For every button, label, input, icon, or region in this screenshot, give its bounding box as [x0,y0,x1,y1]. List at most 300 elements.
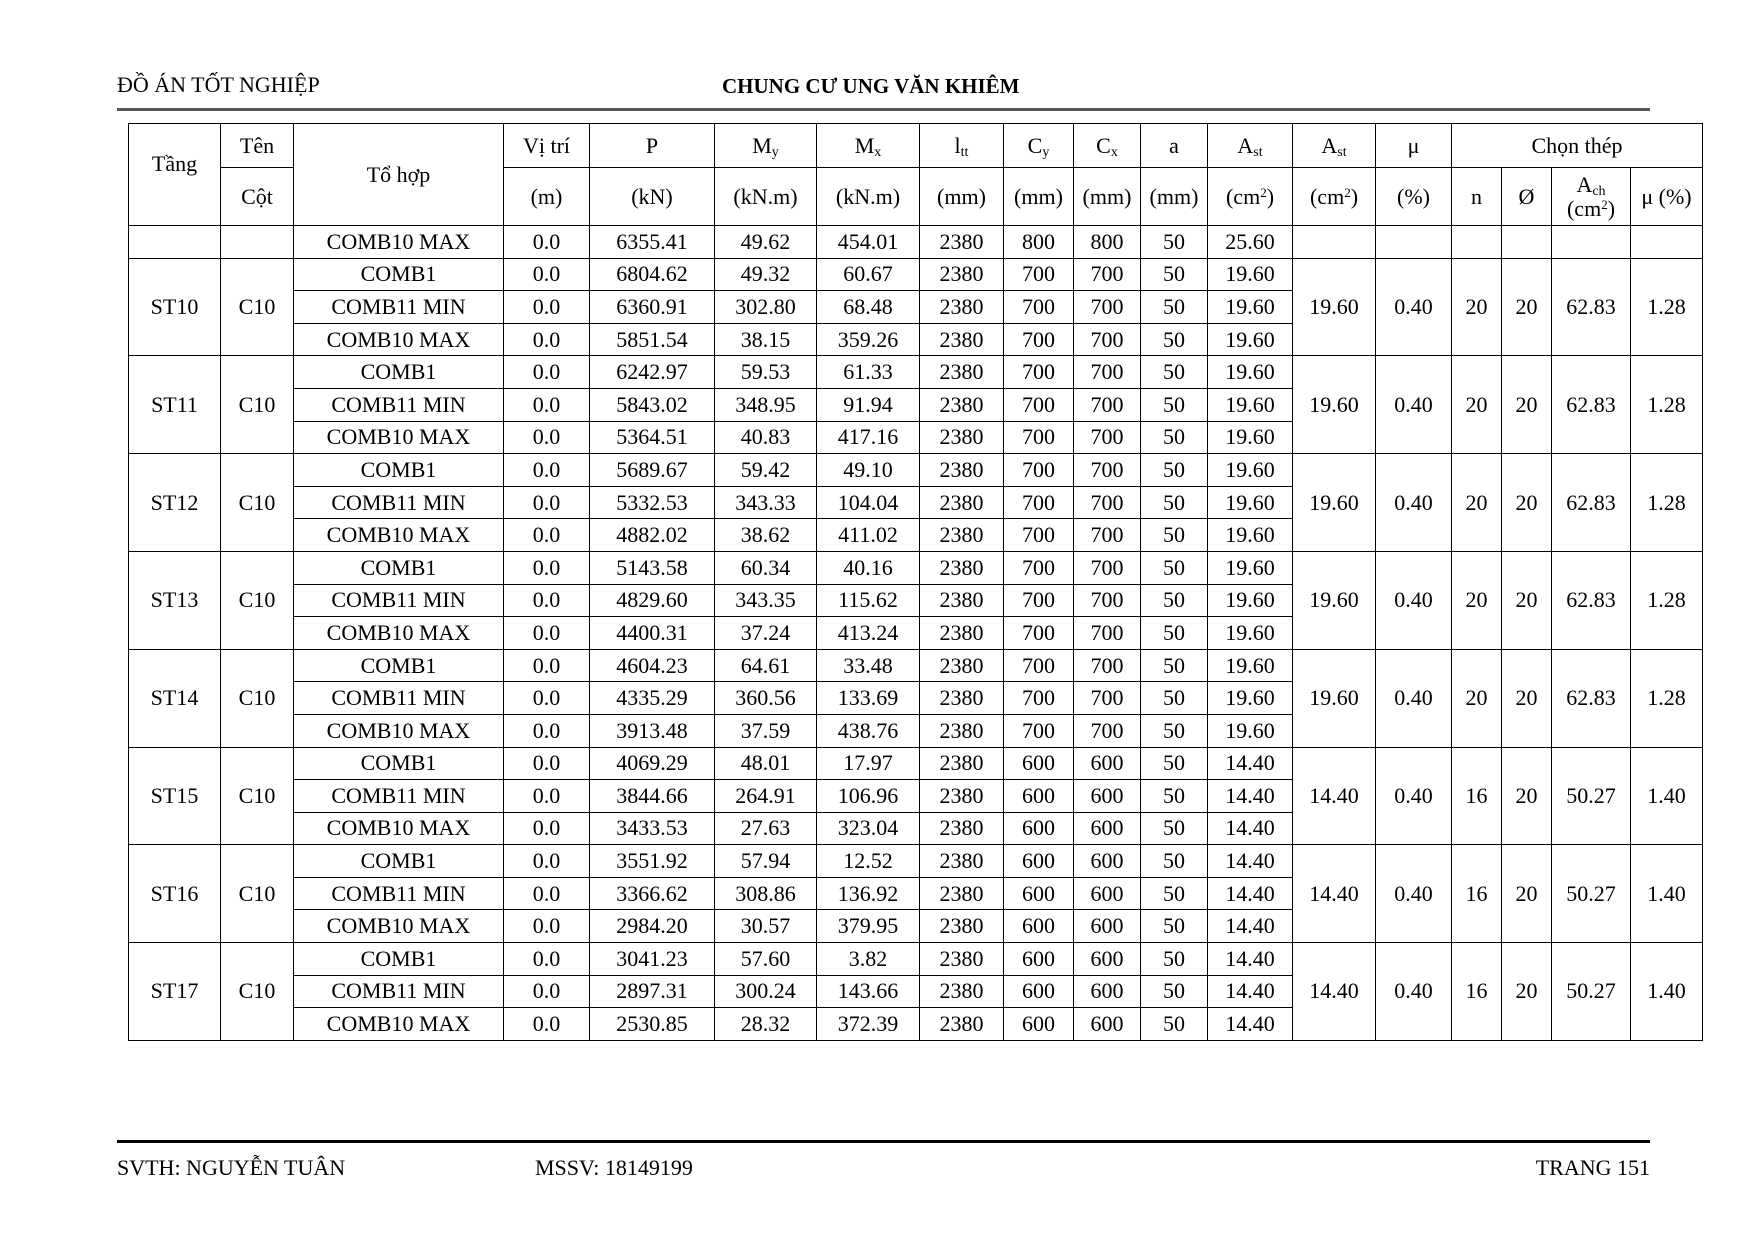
cell-cot: C10 [221,258,294,356]
cell-ltt: 2380 [920,780,1004,813]
cell-ast: 25.60 [1208,226,1293,259]
cell-vitri: 0.0 [504,649,590,682]
cell-a: 50 [1141,388,1208,421]
cell-cx: 700 [1074,519,1141,552]
cell-cy: 700 [1004,356,1074,389]
cell-my: 49.32 [715,258,817,291]
cell-mx: 143.66 [817,975,920,1008]
cell-n: 16 [1452,747,1502,845]
cell-cy: 700 [1004,617,1074,650]
cell-tohop: COMB1 [294,649,504,682]
cell-ach: 50.27 [1552,747,1631,845]
cell-p: 4829.60 [590,584,715,617]
cell-mu: 0.40 [1376,747,1452,845]
cell-p: 6242.97 [590,356,715,389]
cell-tohop: COMB11 MIN [294,388,504,421]
cell-cy: 700 [1004,291,1074,324]
cell-cy: 700 [1004,714,1074,747]
header-rule [117,108,1650,111]
col-header-vitri: Vị trí [504,124,590,168]
col-header-tang: Tầng [129,124,221,226]
cell-my: 360.56 [715,682,817,715]
cell-ltt: 2380 [920,226,1004,259]
col-header-ast-unit: $(cm^2)$ [1208,168,1293,226]
cell-mx: 68.48 [817,291,920,324]
cell-a: 50 [1141,714,1208,747]
col-header-a: a [1141,124,1208,168]
cell-mu-pct: 1.28 [1631,649,1703,747]
cell-a: 50 [1141,584,1208,617]
cell-ltt: 2380 [920,877,1004,910]
cell-mu: 0.40 [1376,454,1452,552]
cell-ast: 19.60 [1208,486,1293,519]
cell-ltt: 2380 [920,910,1004,943]
cell-p: 5364.51 [590,421,715,454]
cell-ast: 14.40 [1208,975,1293,1008]
cell-a: 50 [1141,910,1208,943]
cell-ltt: 2380 [920,975,1004,1008]
cell-tohop: COMB1 [294,551,504,584]
cell-my: 28.32 [715,1008,817,1041]
cell-cy: 700 [1004,388,1074,421]
cell-mu: 0.40 [1376,943,1452,1041]
cell-ast: 14.40 [1208,747,1293,780]
cell-vitri: 0.0 [504,877,590,910]
cell-p: 4400.31 [590,617,715,650]
cell-cx: 700 [1074,714,1141,747]
cell-cx: 600 [1074,1008,1141,1041]
cell-ltt: 2380 [920,617,1004,650]
cell-mu-pct: 1.28 [1631,551,1703,649]
cell-my: 40.83 [715,421,817,454]
cell-cx: 600 [1074,877,1141,910]
cell-mx: 372.39 [817,1008,920,1041]
cell-p: 3844.66 [590,780,715,813]
cell-cx: 700 [1074,356,1141,389]
cell-cy: 700 [1004,454,1074,487]
cell-vitri: 0.0 [504,323,590,356]
cell-mu-pct: 1.40 [1631,845,1703,943]
cell-a: 50 [1141,356,1208,389]
cell-tohop: COMB10 MAX [294,226,504,259]
cell-mu: 0.40 [1376,258,1452,356]
cell-mx: 3.82 [817,943,920,976]
cell-mx: 323.04 [817,812,920,845]
cell-phi: 20 [1502,649,1552,747]
cell-n: 20 [1452,258,1502,356]
cell-mx: 33.48 [817,649,920,682]
cell-cot: C10 [221,551,294,649]
cell-ast: 14.40 [1208,845,1293,878]
cell-ast: 19.60 [1208,714,1293,747]
cell-tohop: COMB11 MIN [294,682,504,715]
cell-vitri: 0.0 [504,584,590,617]
cell-ltt: 2380 [920,421,1004,454]
col-header-ast-chosen-unit: $(cm^2)$ [1293,168,1376,226]
cell-mx: 61.33 [817,356,920,389]
cell-ast: 19.60 [1208,649,1293,682]
cell-cy: 600 [1004,975,1074,1008]
cell-a: 50 [1141,226,1208,259]
cell-ach: 62.83 [1552,258,1631,356]
cell-a: 50 [1141,1008,1208,1041]
col-header-ltt-unit: (mm) [920,168,1004,226]
cell-cy: 700 [1004,649,1074,682]
cell-ast: 19.60 [1208,421,1293,454]
footer-rule [117,1140,1650,1143]
cell-cx: 700 [1074,649,1141,682]
column-design-table [128,123,1703,1041]
cell-cx: 600 [1074,943,1141,976]
cell-cot: C10 [221,747,294,845]
cell-mx: 60.67 [817,258,920,291]
cell-tohop: COMB1 [294,454,504,487]
cell-cy: 600 [1004,780,1074,813]
cell-my: 27.63 [715,812,817,845]
cell-ast: 14.40 [1208,812,1293,845]
table-row [129,551,1703,584]
cell-ast: 14.40 [1208,780,1293,813]
cell-ast: 14.40 [1208,943,1293,976]
cell-cx: 700 [1074,584,1141,617]
cell-tohop: COMB1 [294,258,504,291]
cell-tang: ST17 [129,943,221,1041]
cell-vitri: 0.0 [504,421,590,454]
cell-my: 48.01 [715,747,817,780]
cell-a: 50 [1141,877,1208,910]
cell-cy: 700 [1004,258,1074,291]
cell-my: 59.53 [715,356,817,389]
cell-p: 4335.29 [590,682,715,715]
col-header-cy: $C_y$ [1004,124,1074,168]
cell-ast-chosen: 14.40 [1293,845,1376,943]
cell-a: 50 [1141,421,1208,454]
col-header-cy-unit: (mm) [1004,168,1074,226]
cell-p: 4604.23 [590,649,715,682]
cell-mu-pct: 1.28 [1631,454,1703,552]
cell-p: 6355.41 [590,226,715,259]
table-row [129,258,1703,291]
cell-mx: 454.01 [817,226,920,259]
cell-vitri: 0.0 [504,1008,590,1041]
cell-a: 50 [1141,747,1208,780]
cell-phi: 20 [1502,356,1552,454]
header-left: ĐỒ ÁN TỐT NGHIỆP [117,72,320,97]
cell-vitri: 0.0 [504,356,590,389]
cell-my: 38.62 [715,519,817,552]
cell-cx: 700 [1074,421,1141,454]
cell-ltt: 2380 [920,714,1004,747]
cell-a: 50 [1141,682,1208,715]
cell-tang: ST15 [129,747,221,845]
cell-my: 343.35 [715,584,817,617]
cell-vitri: 0.0 [504,714,590,747]
cell-my: 57.60 [715,943,817,976]
cell-vitri: 0.0 [504,975,590,1008]
cell-tang: ST10 [129,258,221,356]
cell-cot: C10 [221,649,294,747]
col-header-ten: Tên [221,124,294,168]
col-header-mu-pct: μ (%) [1631,168,1703,226]
cell-a: 50 [1141,323,1208,356]
col-header-n: n [1452,168,1502,226]
cell-n: 16 [1452,943,1502,1041]
cell-cy: 600 [1004,845,1074,878]
cell-p: 3551.92 [590,845,715,878]
cell-ltt: 2380 [920,388,1004,421]
cell-cy: 700 [1004,323,1074,356]
cell-vitri: 0.0 [504,291,590,324]
cell-tohop: COMB1 [294,845,504,878]
cell-cot: C10 [221,356,294,454]
col-header-mu-unit: (%) [1376,168,1452,226]
cell-p: 6360.91 [590,291,715,324]
cell-a: 50 [1141,486,1208,519]
cell-mx: 104.04 [817,486,920,519]
col-header-ach: $A_{ch}$ $(cm^2)$ [1552,168,1631,226]
cell-a: 50 [1141,291,1208,324]
cell-mx: 91.94 [817,388,920,421]
cell-vitri: 0.0 [504,226,590,259]
cell-p: 2984.20 [590,910,715,943]
cell-my: 49.62 [715,226,817,259]
cell-cx: 700 [1074,617,1141,650]
col-header-p: P [590,124,715,168]
col-header-a-unit: (mm) [1141,168,1208,226]
cell-tohop: COMB11 MIN [294,291,504,324]
cell-tohop: COMB11 MIN [294,486,504,519]
cell-ast: 14.40 [1208,1008,1293,1041]
cell-p: 5143.58 [590,551,715,584]
cell-vitri: 0.0 [504,454,590,487]
cell-ast: 19.60 [1208,454,1293,487]
col-header-p-unit: (kN) [590,168,715,226]
cell-tohop: COMB10 MAX [294,1008,504,1041]
cell-mu: 0.40 [1376,649,1452,747]
cell-ast: 19.60 [1208,258,1293,291]
cell-p: 3433.53 [590,812,715,845]
cell-n: 20 [1452,454,1502,552]
cell-p: 5332.53 [590,486,715,519]
cell-n: 20 [1452,649,1502,747]
cell-p: 2530.85 [590,1008,715,1041]
cell-vitri: 0.0 [504,617,590,650]
cell-empty [1376,226,1452,259]
cell-a: 50 [1141,258,1208,291]
cell-my: 37.59 [715,714,817,747]
cell-empty [129,226,221,259]
cell-a: 50 [1141,812,1208,845]
cell-phi: 20 [1502,551,1552,649]
cell-my: 343.33 [715,486,817,519]
cell-tohop: COMB11 MIN [294,584,504,617]
cell-p: 3913.48 [590,714,715,747]
cell-empty [221,226,294,259]
cell-ast: 14.40 [1208,910,1293,943]
cell-ltt: 2380 [920,323,1004,356]
cell-mx: 136.92 [817,877,920,910]
cell-tohop: COMB10 MAX [294,323,504,356]
cell-cy: 600 [1004,747,1074,780]
cell-tohop: COMB10 MAX [294,812,504,845]
col-header-mx: $M_x$ [817,124,920,168]
cell-mu-pct: 1.28 [1631,258,1703,356]
cell-ltt: 2380 [920,1008,1004,1041]
cell-cy: 700 [1004,486,1074,519]
cell-ast-chosen: 19.60 [1293,356,1376,454]
cell-ast-chosen: 19.60 [1293,258,1376,356]
cell-cx: 600 [1074,812,1141,845]
cell-mu-pct: 1.40 [1631,747,1703,845]
footer-student: SVTH: NGUYỄN TUÂN [117,1155,346,1180]
cell-tang: ST13 [129,551,221,649]
cell-tang: ST12 [129,454,221,552]
cell-ach: 50.27 [1552,943,1631,1041]
cell-ast: 19.60 [1208,388,1293,421]
cell-ach: 62.83 [1552,649,1631,747]
cell-cy: 600 [1004,1008,1074,1041]
cell-cy: 700 [1004,519,1074,552]
cell-mx: 133.69 [817,682,920,715]
cell-ltt: 2380 [920,584,1004,617]
cell-ast: 19.60 [1208,584,1293,617]
cell-cy: 700 [1004,421,1074,454]
cell-ast: 19.60 [1208,291,1293,324]
table-row [129,454,1703,487]
cell-ach: 50.27 [1552,845,1631,943]
table-row [129,356,1703,389]
cell-cot: C10 [221,845,294,943]
cell-phi: 20 [1502,943,1552,1041]
cell-mx: 438.76 [817,714,920,747]
cell-empty [1502,226,1552,259]
cell-ltt: 2380 [920,551,1004,584]
footer-page-number: TRANG 151 [1535,1155,1650,1180]
cell-cx: 600 [1074,780,1141,813]
col-header-my: $M_y$ [715,124,817,168]
cell-ast: 19.60 [1208,551,1293,584]
cell-my: 300.24 [715,975,817,1008]
cell-ast: 14.40 [1208,877,1293,910]
cell-cx: 600 [1074,845,1141,878]
cell-cx: 700 [1074,323,1141,356]
cell-ast-chosen: 14.40 [1293,747,1376,845]
cell-phi: 20 [1502,454,1552,552]
cell-mx: 40.16 [817,551,920,584]
cell-empty [1552,226,1631,259]
cell-my: 57.94 [715,845,817,878]
cell-empty [1293,226,1376,259]
cell-ltt: 2380 [920,943,1004,976]
cell-mx: 379.95 [817,910,920,943]
cell-ltt: 2380 [920,747,1004,780]
cell-tang: ST14 [129,649,221,747]
cell-a: 50 [1141,845,1208,878]
cell-ltt: 2380 [920,812,1004,845]
cell-mx: 115.62 [817,584,920,617]
cell-ltt: 2380 [920,682,1004,715]
cell-ast: 19.60 [1208,519,1293,552]
col-header-ast-chosen: $A_{st}$ [1293,124,1376,168]
col-header-vitri-unit: (m) [504,168,590,226]
cell-cy: 700 [1004,584,1074,617]
cell-cx: 800 [1074,226,1141,259]
cell-mu-pct: 1.40 [1631,943,1703,1041]
cell-ltt: 2380 [920,486,1004,519]
cell-ltt: 2380 [920,356,1004,389]
cell-cot: C10 [221,454,294,552]
cell-tang: ST16 [129,845,221,943]
cell-a: 50 [1141,780,1208,813]
cell-n: 16 [1452,845,1502,943]
cell-my: 59.42 [715,454,817,487]
cell-vitri: 0.0 [504,910,590,943]
cell-vitri: 0.0 [504,519,590,552]
cell-a: 50 [1141,649,1208,682]
col-header-cx: $C_x$ [1074,124,1141,168]
cell-vitri: 0.0 [504,258,590,291]
cell-phi: 20 [1502,845,1552,943]
cell-cx: 700 [1074,454,1141,487]
col-header-ten-cot: Cột [221,168,294,226]
cell-p: 3041.23 [590,943,715,976]
cell-tohop: COMB11 MIN [294,877,504,910]
cell-p: 6804.62 [590,258,715,291]
cell-ach: 62.83 [1552,551,1631,649]
cell-my: 60.34 [715,551,817,584]
cell-p: 5689.67 [590,454,715,487]
table-row [129,845,1703,878]
cell-ltt: 2380 [920,845,1004,878]
cell-tohop: COMB10 MAX [294,421,504,454]
cell-ach: 62.83 [1552,356,1631,454]
cell-vitri: 0.0 [504,747,590,780]
cell-ast-chosen: 14.40 [1293,943,1376,1041]
cell-ltt: 2380 [920,291,1004,324]
table-row [129,747,1703,780]
cell-mu: 0.40 [1376,356,1452,454]
cell-empty [1452,226,1502,259]
cell-ast: 19.60 [1208,356,1293,389]
cell-n: 20 [1452,356,1502,454]
cell-ast: 19.60 [1208,617,1293,650]
cell-ast-chosen: 19.60 [1293,649,1376,747]
col-header-mx-unit: (kN.m) [817,168,920,226]
cell-my: 37.24 [715,617,817,650]
cell-empty [1631,226,1703,259]
cell-n: 20 [1452,551,1502,649]
cell-a: 50 [1141,454,1208,487]
cell-cy: 600 [1004,812,1074,845]
cell-cy: 800 [1004,226,1074,259]
col-header-chon-thep: Chọn thép [1452,124,1703,168]
cell-a: 50 [1141,943,1208,976]
cell-cx: 700 [1074,291,1141,324]
col-header-phi: Ø [1502,168,1552,226]
cell-vitri: 0.0 [504,486,590,519]
cell-cy: 700 [1004,682,1074,715]
cell-p: 5851.54 [590,323,715,356]
cell-ast-chosen: 19.60 [1293,454,1376,552]
cell-phi: 20 [1502,747,1552,845]
cell-a: 50 [1141,551,1208,584]
table-row [129,943,1703,976]
cell-a: 50 [1141,975,1208,1008]
cell-mu-pct: 1.28 [1631,356,1703,454]
cell-cx: 700 [1074,388,1141,421]
cell-ach: 62.83 [1552,454,1631,552]
cell-phi: 20 [1502,258,1552,356]
